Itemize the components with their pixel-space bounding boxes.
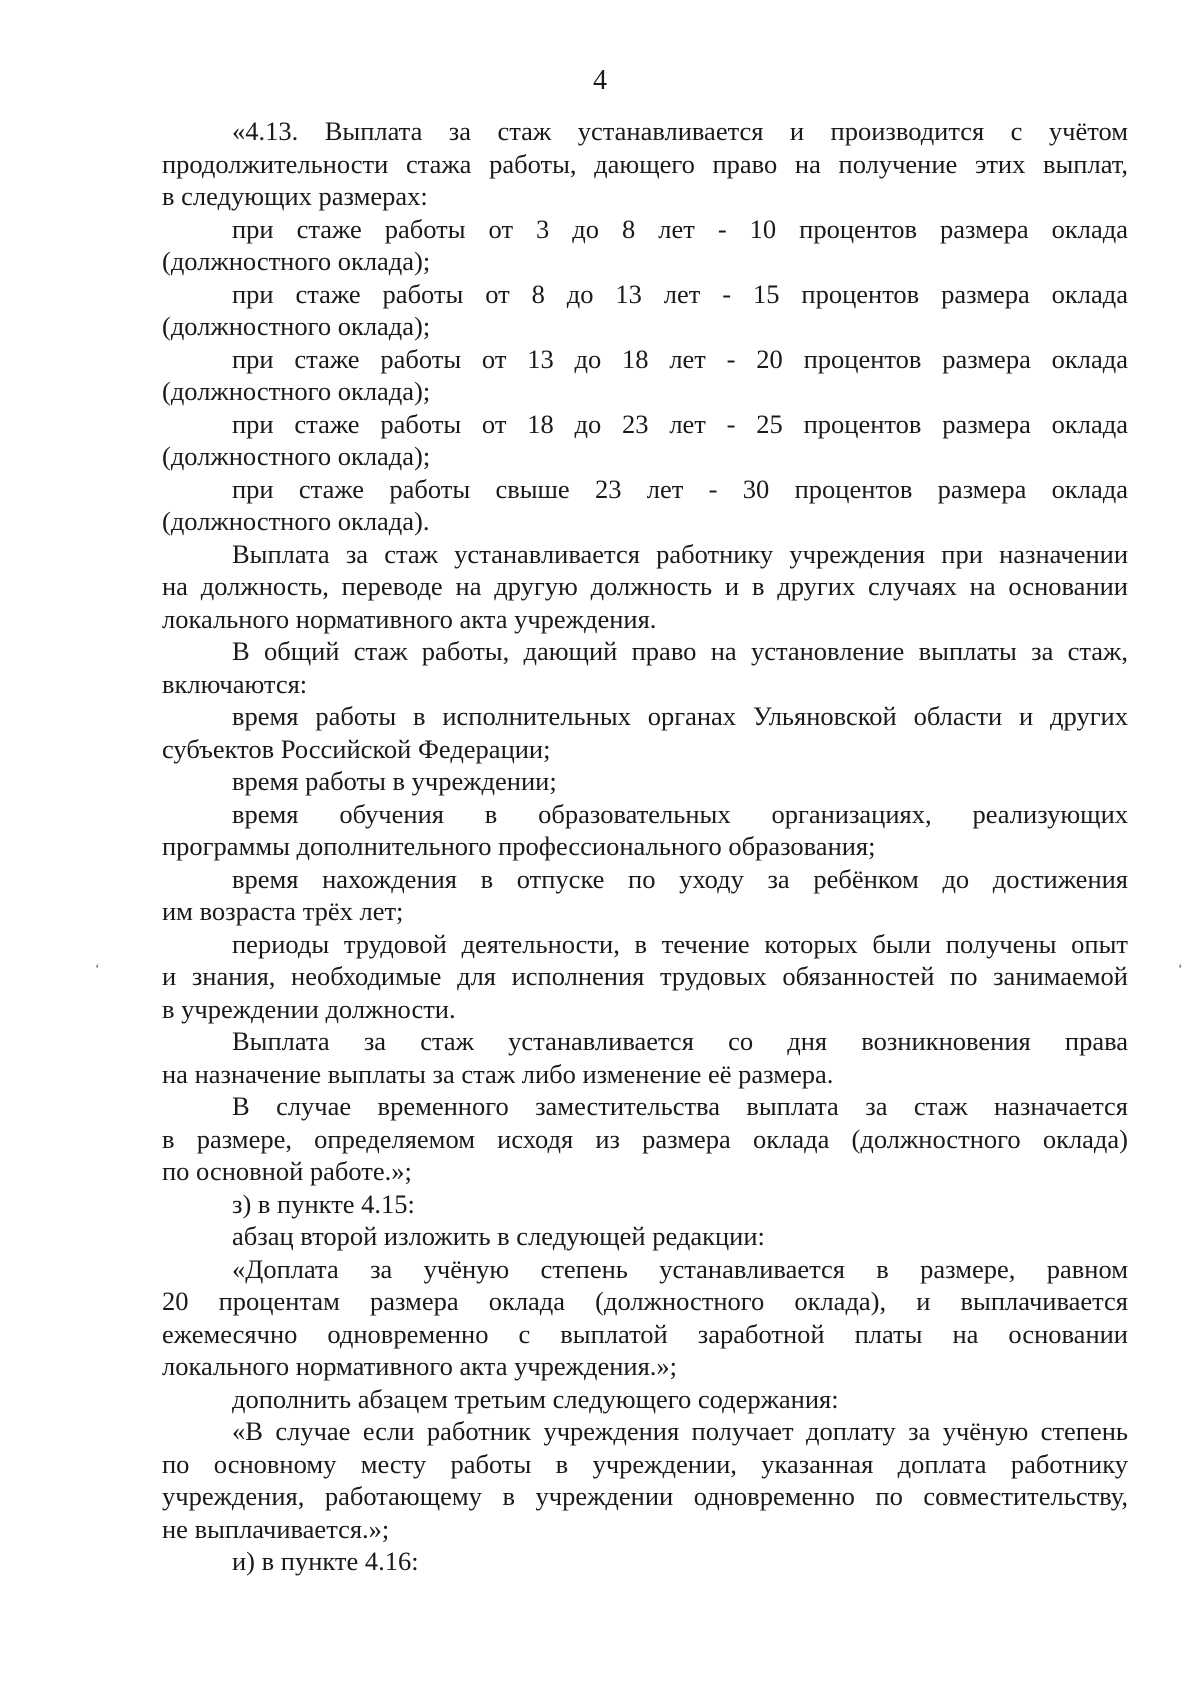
text-line: включаются: [162,668,308,699]
text-line: учреждения, работающему в учреждении одновременно по совместительству, [162,1481,1128,1511]
page-number: 4 [593,65,607,96]
text-line: (должностного оклада); [162,311,431,341]
text-line: время работы в исполнительных органах Ульяновской области и других [232,701,1128,731]
text-line: при стаже работы от 8 до 13 лет - 15 процентов размера оклада [232,278,1128,309]
text-line: и знания, необходимые для исполнения трудовых обязанностей по занимаемой [162,961,1128,991]
document-body [162,115,1128,1578]
text-line: периоды трудовой деятельности, в течение которых были получены опыт [232,928,1128,959]
text-line: В общий стаж работы, дающий право на установление выплаты за стаж, [232,636,1128,666]
text-line: (должностного оклада); [162,246,431,276]
text-line: в учреждении должности. [162,993,456,1024]
text-line: и) в пункте 4.16: [232,1546,419,1576]
text-line: время обучения в образовательных организациях, реализующих [232,798,1128,829]
text-line: 20 процентам размера оклада (должностного оклада), и выплачивается [162,1286,1128,1316]
text-line: «В случае если работник учреждения получает доплату за учёную степень [232,1416,1128,1446]
text-line: продолжительности стажа работы, дающего право на получение этих выплат, [162,148,1128,179]
text-line: локального нормативного акта учреждения. [162,603,657,634]
text-line: на должность, переводе на другую должность и в других случаях на основании [162,571,1128,601]
scan-mark-right: ʻ [1178,962,1183,977]
text-line: при стаже работы от 18 до 23 лет - 25 процентов размера оклада [232,408,1128,439]
text-line: по основной работе.»; [162,1156,412,1186]
text-line: им возраста трёх лет; [162,896,404,926]
text-line: В случае временного заместительства выплата за стаж назначается [232,1091,1128,1121]
text-line: Выплата за стаж устанавливается работнику учреждения при назначении [232,538,1128,569]
text-line: «4.13. Выплата за стаж устанавливается и производится с учётом [232,116,1128,146]
text-line: при стаже работы свыше 23 лет - 30 процентов размера оклада [232,473,1128,504]
text-line: Выплата за стаж устанавливается со дня возникновения права [232,1026,1128,1056]
text-line: (должностного оклада); [162,441,431,471]
text-line: при стаже работы от 3 до 8 лет - 10 процентов размера оклада [232,213,1128,244]
text-line: з) в пункте 4.15: [232,1188,415,1219]
text-line: в следующих размерах: [162,181,428,211]
text-line: программы дополнительного профессионального образования; [162,831,876,861]
text-line: в размере, определяемом исходя из размера оклада (должностного оклада) [162,1123,1128,1154]
text-line: «Доплата за учёную степень устанавливается в размере, равном [232,1253,1128,1284]
text-line: не выплачивается.»; [162,1513,390,1544]
text-line: при стаже работы от 13 до 18 лет - 20 процентов размера оклада [232,343,1128,374]
text-line: по основному месту работы в учреждении, указанная доплата работнику [162,1448,1128,1479]
text-line: время работы в учреждении; [232,766,557,796]
text-line: время нахождения в отпуске по уходу за ребёнком до достижения [232,863,1128,894]
text-line: на назначение выплаты за стаж либо изменение её размера. [162,1058,834,1089]
text-line: субъектов Российской Федерации; [162,733,551,764]
text-line: ежемесячно одновременно с выплатой заработной платы на основании [162,1318,1128,1349]
text-line: абзац второй изложить в следующей редакции: [232,1221,765,1251]
text-line: дополнить абзацем третьим следующего содержания: [232,1383,839,1414]
scan-mark-left: ʻ [95,962,100,977]
text-line: (должностного оклада). [162,506,430,536]
text-line: (должностного оклада); [162,376,431,406]
text-line: локального нормативного акта учреждения.»; [162,1351,678,1381]
